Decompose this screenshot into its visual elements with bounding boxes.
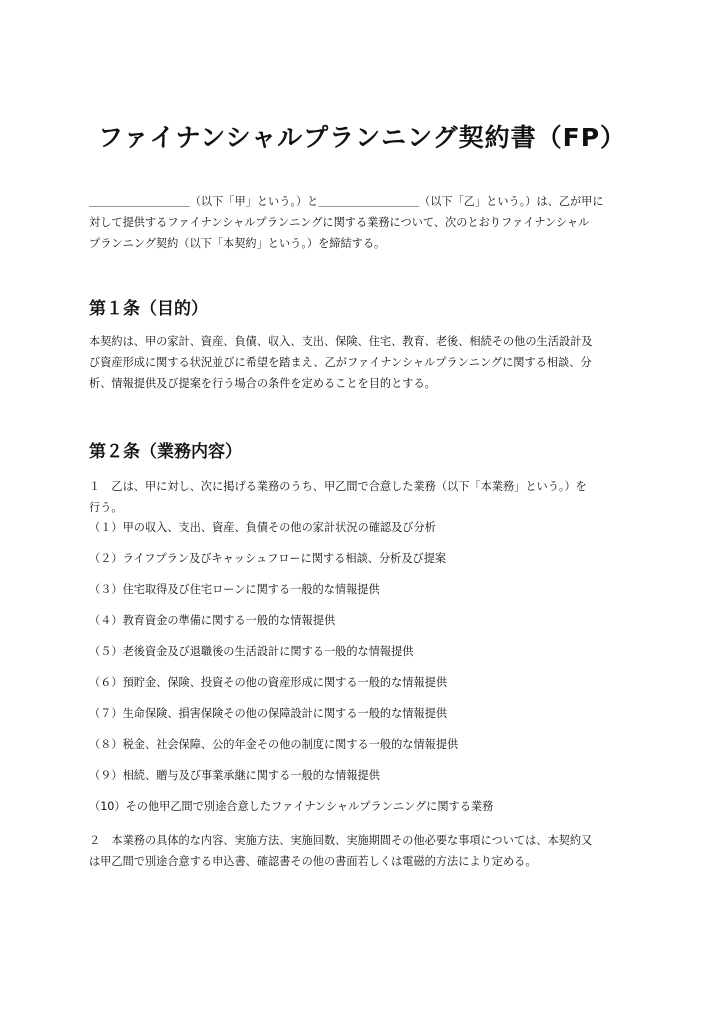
list-item: （２）ライフプラン及びキャッシュフローに関する相談、分析及び提案 bbox=[89, 552, 447, 565]
intro-line: プランニング契約（以下「本契約」という。）を締結する。 bbox=[89, 237, 386, 250]
list-item: （１）甲の収入、支出、資産、負債その他の家計状況の確認及び分析 bbox=[89, 521, 436, 534]
article-2-paragraph-1 bbox=[89, 476, 641, 518]
list-item: （４）教育資金の準備に関する一般的な情報提供 bbox=[89, 614, 336, 627]
list-item: （８）税金、社会保障、公的年金その他の制度に関する一般的な情報提供 bbox=[89, 738, 459, 751]
list-item: （９）相続、贈与及び事業承継に関する一般的な情報提供 bbox=[89, 769, 380, 782]
article-2-heading: 第２条（業務内容） bbox=[89, 442, 242, 462]
article-1-heading: 第１条（目的） bbox=[89, 299, 208, 319]
paragraph-line: ２ 本業務の具体的な内容、実施方法、実施回数、実施期間その他必要な事項については、本契約又 bbox=[89, 834, 593, 847]
article-1-paragraph bbox=[89, 331, 641, 394]
list-item: （６）預貯金、保険、投資その他の資産形成に関する一般的な情報提供 bbox=[89, 676, 448, 689]
paragraph-line: 析、情報提供及び提案を行う場合の条件を定めることを目的とする。 bbox=[89, 377, 436, 390]
paragraph-line: び資産形成に関する状況並びに希望を踏まえ、乙がファイナンシャルプランニングに関する相談、分 bbox=[89, 356, 592, 369]
paragraph-line: 行う。 bbox=[89, 501, 123, 514]
paragraph-line: 本契約は、甲の家計、資産、負債、収入、支出、保険、住宅、教育、老後、相続その他の生活設計及 bbox=[89, 335, 593, 348]
article-2-paragraph-2 bbox=[89, 830, 641, 872]
article-2-item-list bbox=[89, 517, 493, 827]
list-item: （10）その他甲乙間で別途合意したファイナンシャルプランニングに関する業務 bbox=[89, 800, 494, 813]
paragraph-line: １ 乙は、甲に対し、次に掲げる業務のうち、甲乙間で合意した業務（以下「本業務」という。）を bbox=[89, 480, 587, 493]
intro-line: ＿＿＿＿＿＿＿＿＿（以下「甲」という。）と＿＿＿＿＿＿＿＿＿（以下「乙」という。）は、乙が甲に bbox=[89, 195, 604, 208]
list-item: （３）住宅取得及び住宅ローンに関する一般的な情報提供 bbox=[89, 583, 380, 596]
paragraph-line: は甲乙間で別途合意する申込書、確認書その他の書面若しくは電磁的方法により定める。 bbox=[89, 855, 537, 868]
document-title: ファイナンシャルプランニング契約書（FP） bbox=[97, 123, 627, 152]
list-item: （５）老後資金及び退職後の生活設計に関する一般的な情報提供 bbox=[89, 645, 414, 658]
intro-line: 対して提供するファイナンシャルプランニングに関する業務について、次のとおりファイナンシャル bbox=[89, 216, 590, 229]
intro-paragraph bbox=[89, 191, 641, 254]
list-item: （７）生命保険、損害保険その他の保障設計に関する一般的な情報提供 bbox=[89, 707, 448, 720]
